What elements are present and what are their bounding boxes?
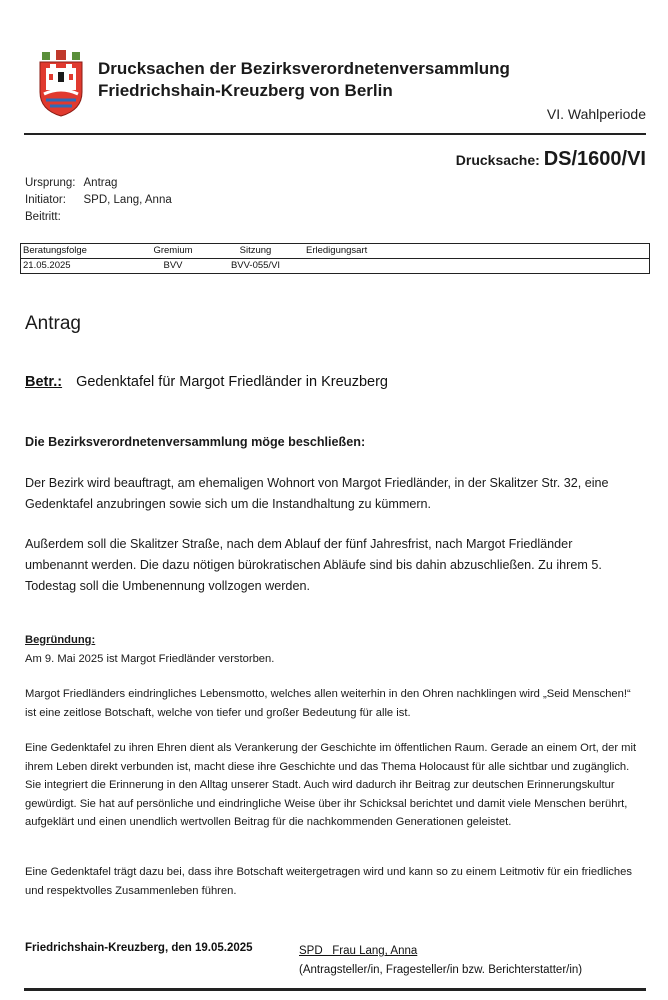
column-header: Gremium xyxy=(153,245,193,256)
paragraph-text: Eine Gedenktafel trägt dazu bei, dass ihre Botschaft weitergetragen wird und kann so zu einem Leitmotiv für ein friedliches und respektvolles Zusammenleben führen. xyxy=(25,866,632,897)
beitritt-label: Beitritt: xyxy=(25,211,61,223)
paragraph-text: Margot Friedländers eindringliches Lebensmotto, welches allen weiterhin in den Ohren nachklingen wird „Seid Menschen!“ ist eine zeitlose Botschaft, welche von tiefer und großer Bedeutung für alle ist. xyxy=(25,688,631,719)
header-title-line1: Drucksachen der Bezirksverordnetenversammlung xyxy=(98,59,510,78)
table-header-row xyxy=(21,244,649,259)
ursprung-value: Antrag xyxy=(83,177,118,189)
paragraph-text: Am 9. Mai 2025 ist Margot Friedländer verstorben. xyxy=(25,653,275,665)
begruendung-heading xyxy=(25,631,637,650)
signature-role: (Antragsteller/in, Fragesteller/in bzw. Berichterstatter/in) xyxy=(299,964,583,976)
beratungsfolge-table xyxy=(20,243,650,274)
subject-label: Betr.: xyxy=(25,374,63,390)
ursprung-label: Ursprung: xyxy=(25,177,76,189)
footer-divider xyxy=(24,988,646,991)
begruendung-paragraph-3 xyxy=(25,739,637,832)
column-header: Beratungsfolge xyxy=(23,245,87,256)
table-row xyxy=(21,259,649,273)
meta-info xyxy=(25,175,180,226)
coat-of-arms-logo xyxy=(36,50,86,118)
begruendung-paragraph-1 xyxy=(25,650,637,669)
column-header: Erledigungsart xyxy=(306,245,368,256)
drucksache-value: DS/1600/VI xyxy=(543,148,646,170)
begruendung-label: Begründung: xyxy=(25,634,96,646)
paragraph-text: Der Bezirk wird beauftragt, am ehemaligen Wohnort von Margot Friedländer, in der Skalitzer Str. 32, eine Gedenktafel anzubringen sowie sich um die Instandhaltung zu kümmern. xyxy=(25,476,609,511)
table-cell: BVV xyxy=(163,260,183,271)
paragraph-1 xyxy=(25,473,635,515)
signature-name: SPD Frau Lang, Anna xyxy=(299,945,418,957)
begruendung-paragraph-2 xyxy=(25,685,637,722)
initiator-label: Initiator: xyxy=(25,194,66,206)
column-header: Sitzung xyxy=(239,245,272,256)
resolution-intro: Die Bezirksverordnetenversammlung möge beschließen: xyxy=(25,435,366,449)
drucksache-number xyxy=(456,148,646,171)
document-type: Antrag xyxy=(25,313,81,334)
beitritt-value xyxy=(84,209,180,226)
table-cell xyxy=(298,259,649,273)
signature-block xyxy=(299,942,582,980)
wahlperiode: VI. Wahlperiode xyxy=(546,106,646,122)
table-cell: 21.05.2025 xyxy=(23,260,71,271)
table-cell: BVV-055/VI xyxy=(230,260,281,271)
drucksache-label: Drucksache: xyxy=(455,152,544,168)
subject-line xyxy=(25,374,388,390)
paragraph-text: Außerdem soll die Skalitzer Straße, nach dem Ablauf der fünf Jahresfrist, nach Margot Friedländer umbenannt werden. Die dazu nötigen bürokratischen Abläufe sind bis dahin abzuschließen. Zu ihrem 5. Todestag soll die Umbenennung vollzogen werden. xyxy=(25,537,602,593)
begruendung-paragraph-4 xyxy=(25,863,637,900)
header-divider xyxy=(24,133,646,135)
header-title xyxy=(98,58,510,102)
subject-text: Gedenktafel für Margot Friedländer in Kreuzberg xyxy=(76,374,388,390)
paragraph-2 xyxy=(25,534,635,597)
paragraph-text: Eine Gedenktafel zu ihren Ehren dient als Verankerung der Geschichte im öffentlichen Raum. Gerade an einem Ort, der mit ihrem Leben direkt verbunden ist, macht diese ihre Geschichte und das Thema Holocaust für alle sichtbar und zugänglich. Sie integriert die Erinnerung in den Alltag unserer Stadt. Auch wird dadurch ihr Beitrag zur deutschen Erinnerungskultur gewürdigt. Sie hat auf persönliche und eindringliche Weise über ihr Schicksal berichtet und damit viele Menschen berührt, aufgeklärt und einen unendlich wertvollen Beitrag für die nachkommenden Generationen geleistet. xyxy=(25,742,637,828)
header-title-line2: Friedrichshain-Kreuzberg von Berlin xyxy=(98,81,393,100)
signature-place-date: Friedrichshain-Kreuzberg, den 19.05.2025 xyxy=(25,942,253,954)
initiator-value: SPD, Lang, Anna xyxy=(83,194,172,206)
